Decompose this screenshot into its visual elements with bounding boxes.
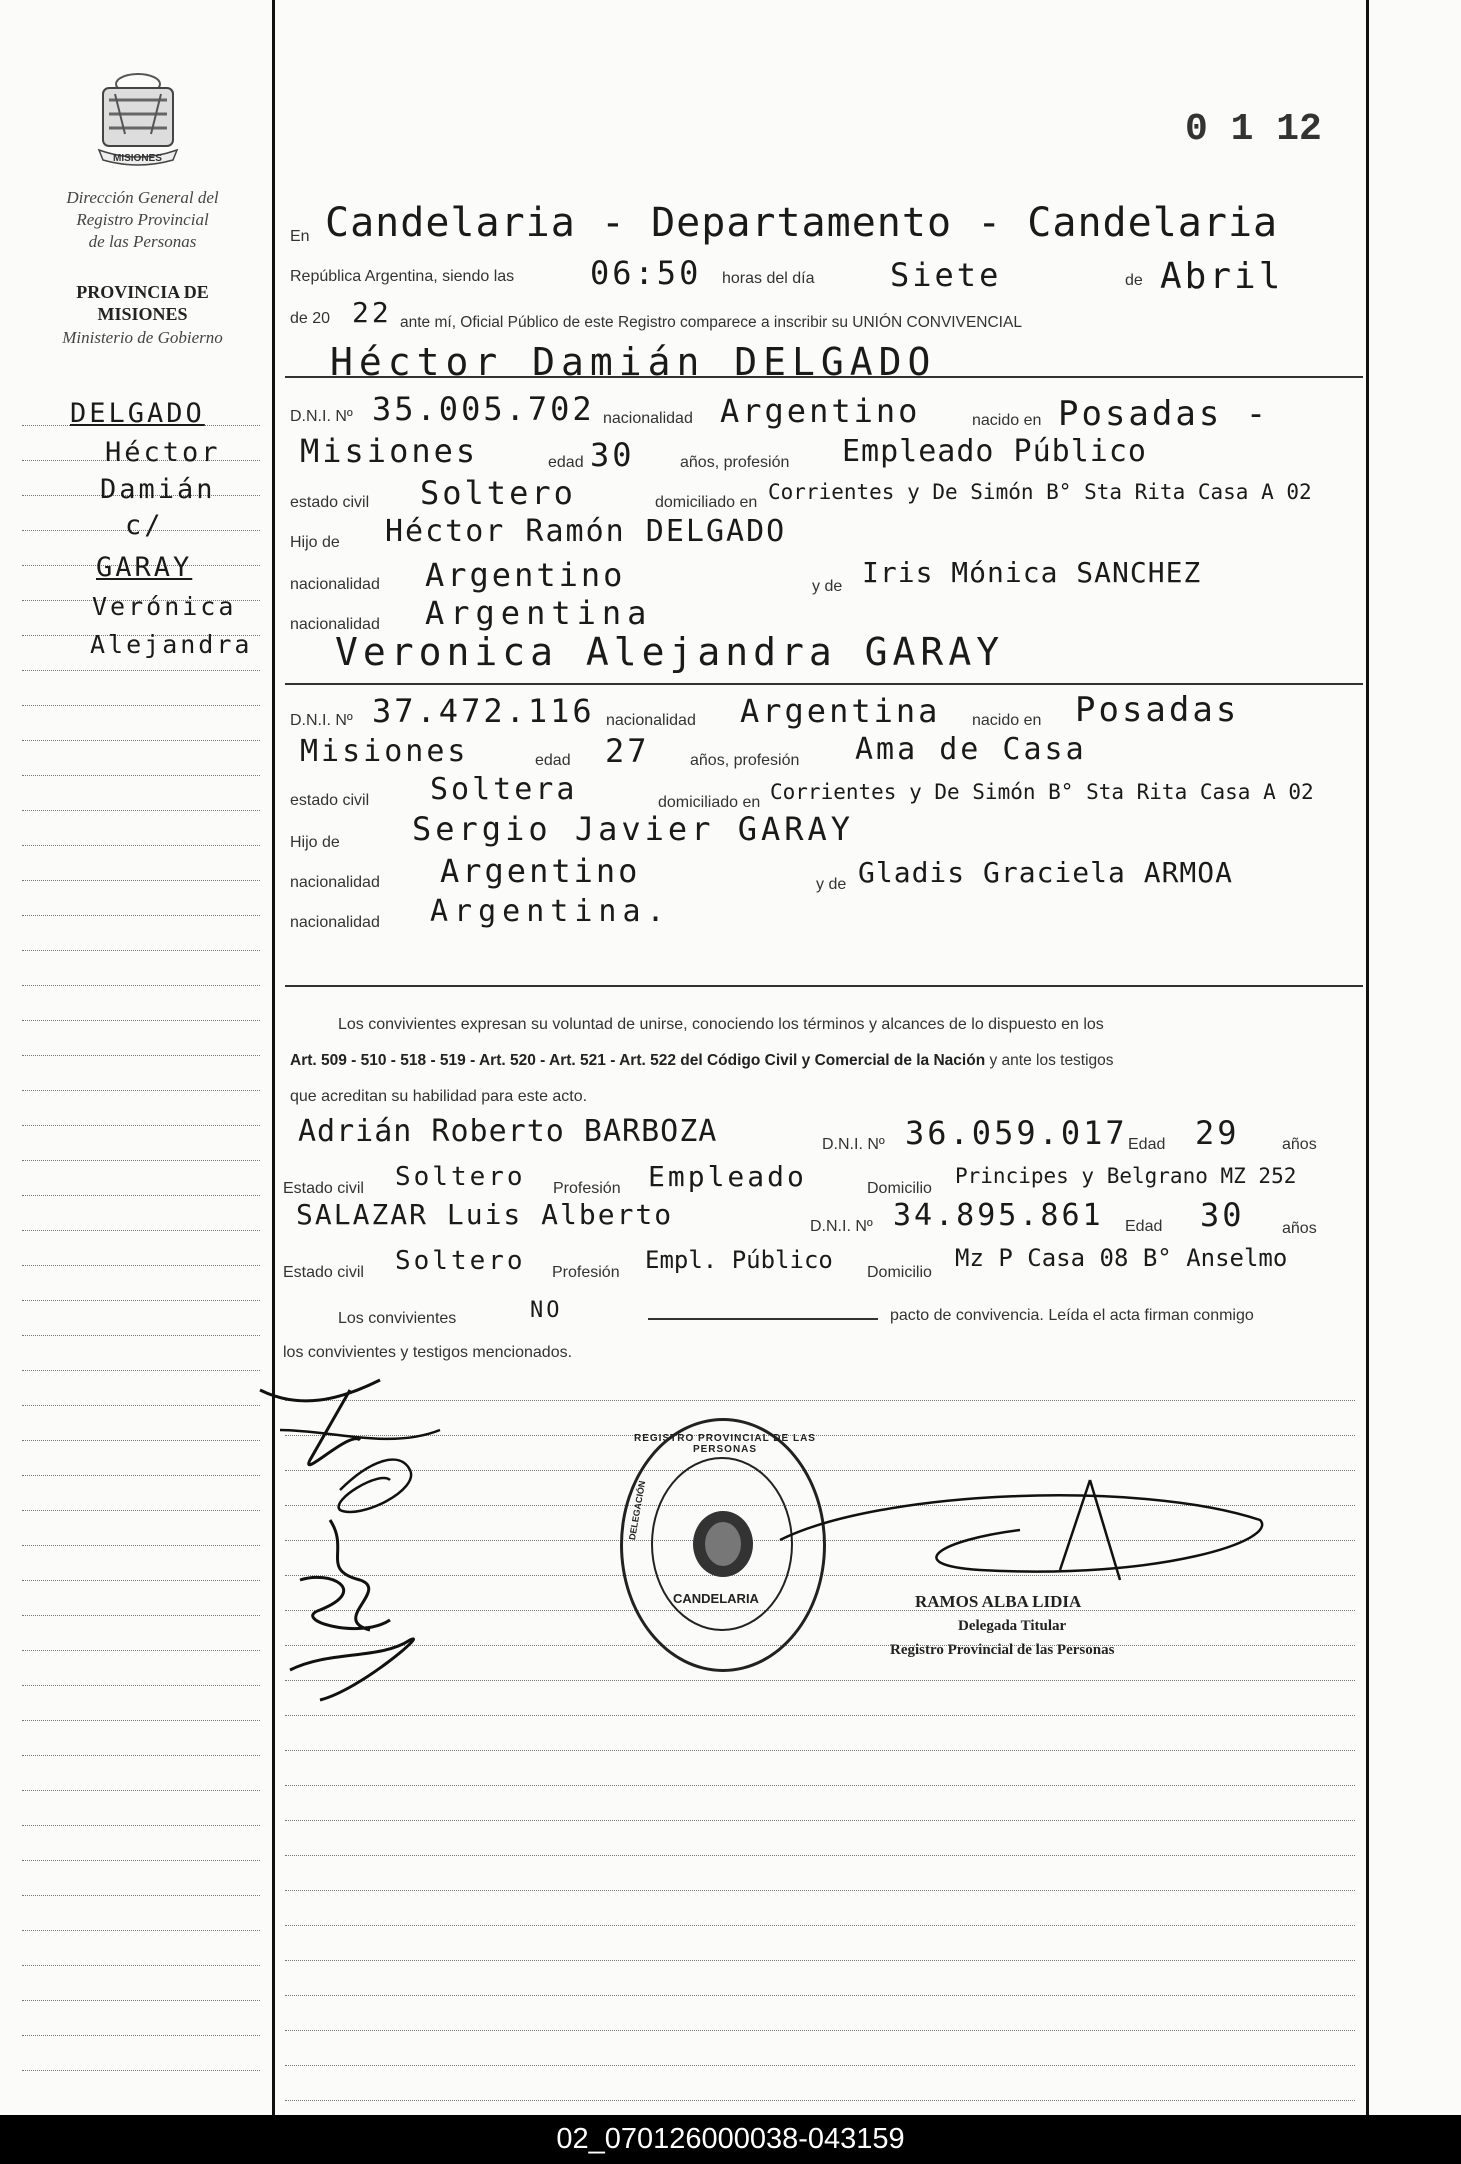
horas-label: horas del día — [722, 270, 815, 287]
margin-note-name1: Héctor — [105, 437, 221, 468]
main-ruled-line — [285, 1925, 1355, 1926]
official-signature — [760, 1470, 1280, 1600]
main-ruled-line — [285, 2100, 1355, 2101]
c1-nationality-value: Argentino — [720, 392, 921, 430]
margin-ruled-line — [22, 1300, 260, 1301]
c2-father-nat-label: nacionalidad — [290, 874, 380, 891]
w2-dni-label: D.N.I. Nº — [810, 1218, 873, 1235]
margin-ruled-line — [22, 1860, 260, 1861]
c2-address-value: Corrientes y De Simón B° Sta Rita Casa A 02 — [770, 780, 1314, 804]
w2-age-label: Edad — [1125, 1218, 1163, 1235]
official-name: RAMOS ALBA LIDIA — [915, 1592, 1082, 1611]
w1-status-value: Soltero — [395, 1162, 526, 1192]
margin-note-name1b: Damián — [100, 474, 216, 505]
w1-status-label: Estado civil — [283, 1180, 364, 1197]
day-value: Siete — [890, 256, 1002, 294]
main-ruled-line — [285, 1890, 1355, 1891]
margin-ruled-line — [22, 1440, 260, 1441]
logo-caption: MISIONES — [113, 153, 162, 164]
c1-address-label: domiciliado en — [655, 494, 758, 511]
c2-birthplace2: Misiones — [300, 734, 469, 769]
right-margin-line — [1366, 0, 1369, 2115]
ministry-line: Ministerio de Gobierno — [62, 328, 223, 347]
margin-ruled-line — [22, 915, 260, 916]
c2-nationality-value: Argentina — [740, 692, 941, 730]
c2-dni-value: 37.472.116 — [372, 692, 595, 730]
w2-name: SALAZAR Luis Alberto — [296, 1198, 674, 1231]
main-ruled-line — [285, 2030, 1355, 2031]
c2-born-label: nacido en — [972, 712, 1042, 729]
document-footer-code: 02_070126000038-043159 — [0, 2115, 1461, 2164]
c2-birthplace: Posadas — [1075, 690, 1240, 730]
margin-ruled-line — [22, 1650, 260, 1651]
registro-text: ante mí, Oficial Público de este Registro comparece a inscribir su UNIÓN CONVIVENCIAL — [400, 314, 1022, 331]
margin-ruled-line — [22, 950, 260, 951]
c2-father-nat-value: Argentino — [440, 852, 641, 890]
main-ruled-line — [285, 1750, 1355, 1751]
w2-address-label: Domicilio — [867, 1264, 932, 1281]
c1-father-label: Hijo de — [290, 534, 340, 551]
margin-ruled-line — [22, 2035, 260, 2036]
margin-note-conj: c/ — [125, 510, 164, 541]
c2-mother-value: Gladis Graciela ARMOA — [858, 856, 1234, 889]
main-ruled-line — [285, 1820, 1355, 1821]
signatures-convivientes — [240, 1370, 500, 1710]
c1-mother-nat-label: nacionalidad — [290, 616, 380, 633]
c1-born-label: nacido en — [972, 412, 1042, 429]
w2-profession-value: Empl. Público — [645, 1246, 833, 1274]
c1-mother-nat-value: Argentina — [425, 594, 653, 632]
closing-suffix: pacto de convivencia. Leída el acta firman conmigo — [890, 1307, 1254, 1324]
w2-dni-value: 34.895.861 — [893, 1198, 1104, 1233]
w2-status-label: Estado civil — [283, 1264, 364, 1281]
w1-profession-value: Empleado — [648, 1160, 807, 1193]
province-logo — [95, 70, 181, 170]
margin-ruled-line — [22, 1405, 260, 1406]
margin-ruled-line — [22, 1195, 260, 1196]
c2-address-label: domiciliado en — [658, 794, 761, 811]
margin-ruled-line — [22, 1720, 260, 1721]
w1-profession-label: Profesión — [553, 1180, 621, 1197]
w1-age-label: Edad — [1128, 1136, 1166, 1153]
main-ruled-line — [285, 1785, 1355, 1786]
margin-ruled-line — [22, 985, 260, 986]
place-value: Candelaria - Departamento - Candelaria — [325, 200, 1279, 246]
margin-ruled-line — [22, 1965, 260, 1966]
c1-father-nat-label: nacionalidad — [290, 576, 380, 593]
margin-ruled-line — [22, 1615, 260, 1616]
seal-text-side: DELEGACIÓN — [627, 1479, 648, 1541]
province-line-1: PROVINCIA DE — [76, 282, 209, 302]
c2-profession-label: años, profesión — [690, 752, 800, 769]
main-ruled-line — [285, 1715, 1355, 1716]
declaration-line2 — [290, 1052, 1114, 1070]
declaration-witness-text: y ante los testigos — [989, 1052, 1114, 1069]
margin-note-name2b: Alejandra — [90, 630, 253, 659]
conviviente1-name: Héctor Damián DELGADO — [330, 340, 937, 384]
c1-father-value: Héctor Ramón DELGADO — [385, 514, 787, 549]
c2-mother-nat-label: nacionalidad — [290, 914, 380, 931]
c2-father-label: Hijo de — [290, 834, 340, 851]
time-value: 06:50 — [590, 254, 702, 292]
c2-age-label: edad — [535, 752, 571, 769]
w1-dni-label: D.N.I. Nº — [822, 1136, 885, 1153]
margin-ruled-line — [22, 880, 260, 881]
w1-address-value: Principes y Belgrano MZ 252 — [955, 1164, 1297, 1188]
c2-dni-label: D.N.I. Nº — [290, 712, 353, 729]
w1-age-value: 29 — [1195, 1114, 1240, 1152]
w2-profession-label: Profesión — [552, 1264, 620, 1281]
seal-text-top: REGISTRO PROVINCIAL DE LAS PERSONAS — [634, 1433, 816, 1455]
c2-father-value: Sergio Javier GARAY — [412, 810, 855, 848]
margin-ruled-line — [22, 705, 260, 706]
margin-ruled-line — [22, 1090, 260, 1091]
agency-line-1: Dirección General del — [66, 188, 219, 207]
republica-label: República Argentina, siendo las — [290, 268, 515, 285]
margin-ruled-line — [22, 1545, 260, 1546]
section-divider — [285, 985, 1363, 987]
c2-profession-value: Ama de Casa — [855, 732, 1087, 767]
margin-ruled-line — [22, 1265, 260, 1266]
page-number: 0 1 12 — [1185, 108, 1322, 151]
margin-ruled-line — [22, 845, 260, 846]
margin-ruled-line — [22, 1895, 260, 1896]
c1-father-nat-value: Argentino — [425, 556, 626, 594]
main-ruled-line — [285, 1995, 1355, 1996]
closing-line2: los convivientes y testigos mencionados. — [283, 1344, 573, 1361]
margin-ruled-line — [22, 775, 260, 776]
declaration-articles: Art. 509 - 510 - 518 - 519 - Art. 520 - Art. 521 - Art. 522 del Código Civil y Comercial de la Nación — [290, 1052, 986, 1069]
margin-ruled-line — [22, 1790, 260, 1791]
margin-ruled-line — [22, 1755, 260, 1756]
conviviente2-name: Veronica Alejandra GARAY — [335, 630, 1005, 674]
margin-ruled-line — [22, 2000, 260, 2001]
margin-ruled-line — [22, 740, 260, 741]
c1-birthplace2: Misiones — [300, 432, 479, 470]
margin-ruled-line — [22, 1685, 260, 1686]
w1-anos-label: años — [1282, 1136, 1317, 1153]
margin-ruled-line — [22, 2070, 260, 2071]
w1-address-label: Domicilio — [867, 1180, 932, 1197]
closing-prefix: Los convivientes — [338, 1310, 457, 1327]
c1-dni-value: 35.005.702 — [372, 390, 595, 428]
official-title: Delegada Titular — [958, 1618, 1067, 1634]
margin-ruled-line — [22, 1020, 260, 1021]
margin-ruled-line — [22, 1055, 260, 1056]
margin-ruled-line — [22, 1825, 260, 1826]
w1-name: Adrián Roberto BARBOZA — [298, 1114, 718, 1149]
c1-age-label: edad — [548, 454, 584, 471]
margin-ruled-line — [22, 1510, 260, 1511]
seal-emblem — [691, 1509, 755, 1579]
year-prefix: de 20 — [290, 310, 331, 327]
margin-note-surname1: DELGADO — [70, 398, 205, 429]
c1-address-value: Corrientes y De Simón B° Sta Rita Casa A 02 — [768, 480, 1312, 504]
section-divider — [285, 683, 1363, 685]
main-ruled-line — [285, 2065, 1355, 2066]
w1-dni-value: 36.059.017 — [905, 1114, 1128, 1152]
province-line-2: MISIONES — [97, 304, 188, 324]
c1-birthplace: Posadas - — [1058, 394, 1270, 434]
c2-mother-label: y de — [816, 876, 847, 893]
w2-status-value: Soltero — [395, 1246, 526, 1276]
margin-ruled-line — [22, 1160, 260, 1161]
c2-civil-value: Soltera — [430, 772, 578, 807]
c1-civil-value: Soltero — [420, 474, 576, 512]
main-ruled-line — [285, 1855, 1355, 1856]
seal-text-bottom: CANDELARIA — [673, 1591, 759, 1606]
margin-ruled-line — [22, 1930, 260, 1931]
left-margin-line — [272, 0, 275, 2115]
w2-age-value: 30 — [1200, 1196, 1245, 1234]
margin-note-surname2: GARAY — [96, 552, 193, 583]
declaration-line1: Los convivientes expresan su voluntad de unirse, conociendo los términos y alcances de lo dispuesto en los — [338, 1016, 1104, 1033]
closing-blank-line — [648, 1318, 878, 1320]
c1-civil-label: estado civil — [290, 494, 370, 511]
c1-profession-value: Empleado Público — [842, 434, 1147, 469]
c2-age-value: 27 — [605, 732, 650, 770]
official-office: Registro Provincial de las Personas — [890, 1642, 1115, 1658]
w2-anos-label: años — [1282, 1220, 1317, 1237]
c1-age-value: 30 — [590, 436, 635, 474]
agency-line-3: de las Personas — [88, 232, 197, 251]
c1-profession-label: años, profesión — [680, 454, 790, 471]
margin-ruled-line — [22, 1335, 260, 1336]
de-label: de — [1125, 272, 1143, 289]
year-value: 22 — [352, 296, 392, 329]
c1-dni-label: D.N.I. Nº — [290, 408, 353, 425]
margin-ruled-line — [22, 1230, 260, 1231]
margin-ruled-line — [22, 670, 260, 671]
w2-address-value: Mz P Casa 08 B° Anselmo — [955, 1244, 1288, 1272]
c2-mother-nat-value: Argentina. — [430, 894, 671, 929]
main-ruled-line — [285, 1960, 1355, 1961]
c2-nationality-label: nacionalidad — [606, 712, 696, 729]
closing-value: NO — [530, 1298, 563, 1323]
margin-ruled-line — [22, 1370, 260, 1371]
month-value: Abril — [1160, 256, 1284, 297]
c1-mother-value: Iris Mónica SANCHEZ — [862, 556, 1202, 589]
agency-line-2: Registro Provincial — [76, 210, 209, 229]
c1-nationality-label: nacionalidad — [603, 410, 693, 427]
c2-civil-label: estado civil — [290, 792, 370, 809]
c1-mother-label: y de — [812, 578, 843, 595]
en-label: En — [290, 228, 310, 245]
margin-note-name2: Verónica — [92, 592, 237, 621]
declaration-line3: que acreditan su habilidad para este acto. — [290, 1088, 588, 1105]
margin-ruled-line — [22, 1580, 260, 1581]
margin-ruled-line — [22, 1125, 260, 1126]
margin-ruled-line — [22, 810, 260, 811]
margin-ruled-line — [22, 1475, 260, 1476]
